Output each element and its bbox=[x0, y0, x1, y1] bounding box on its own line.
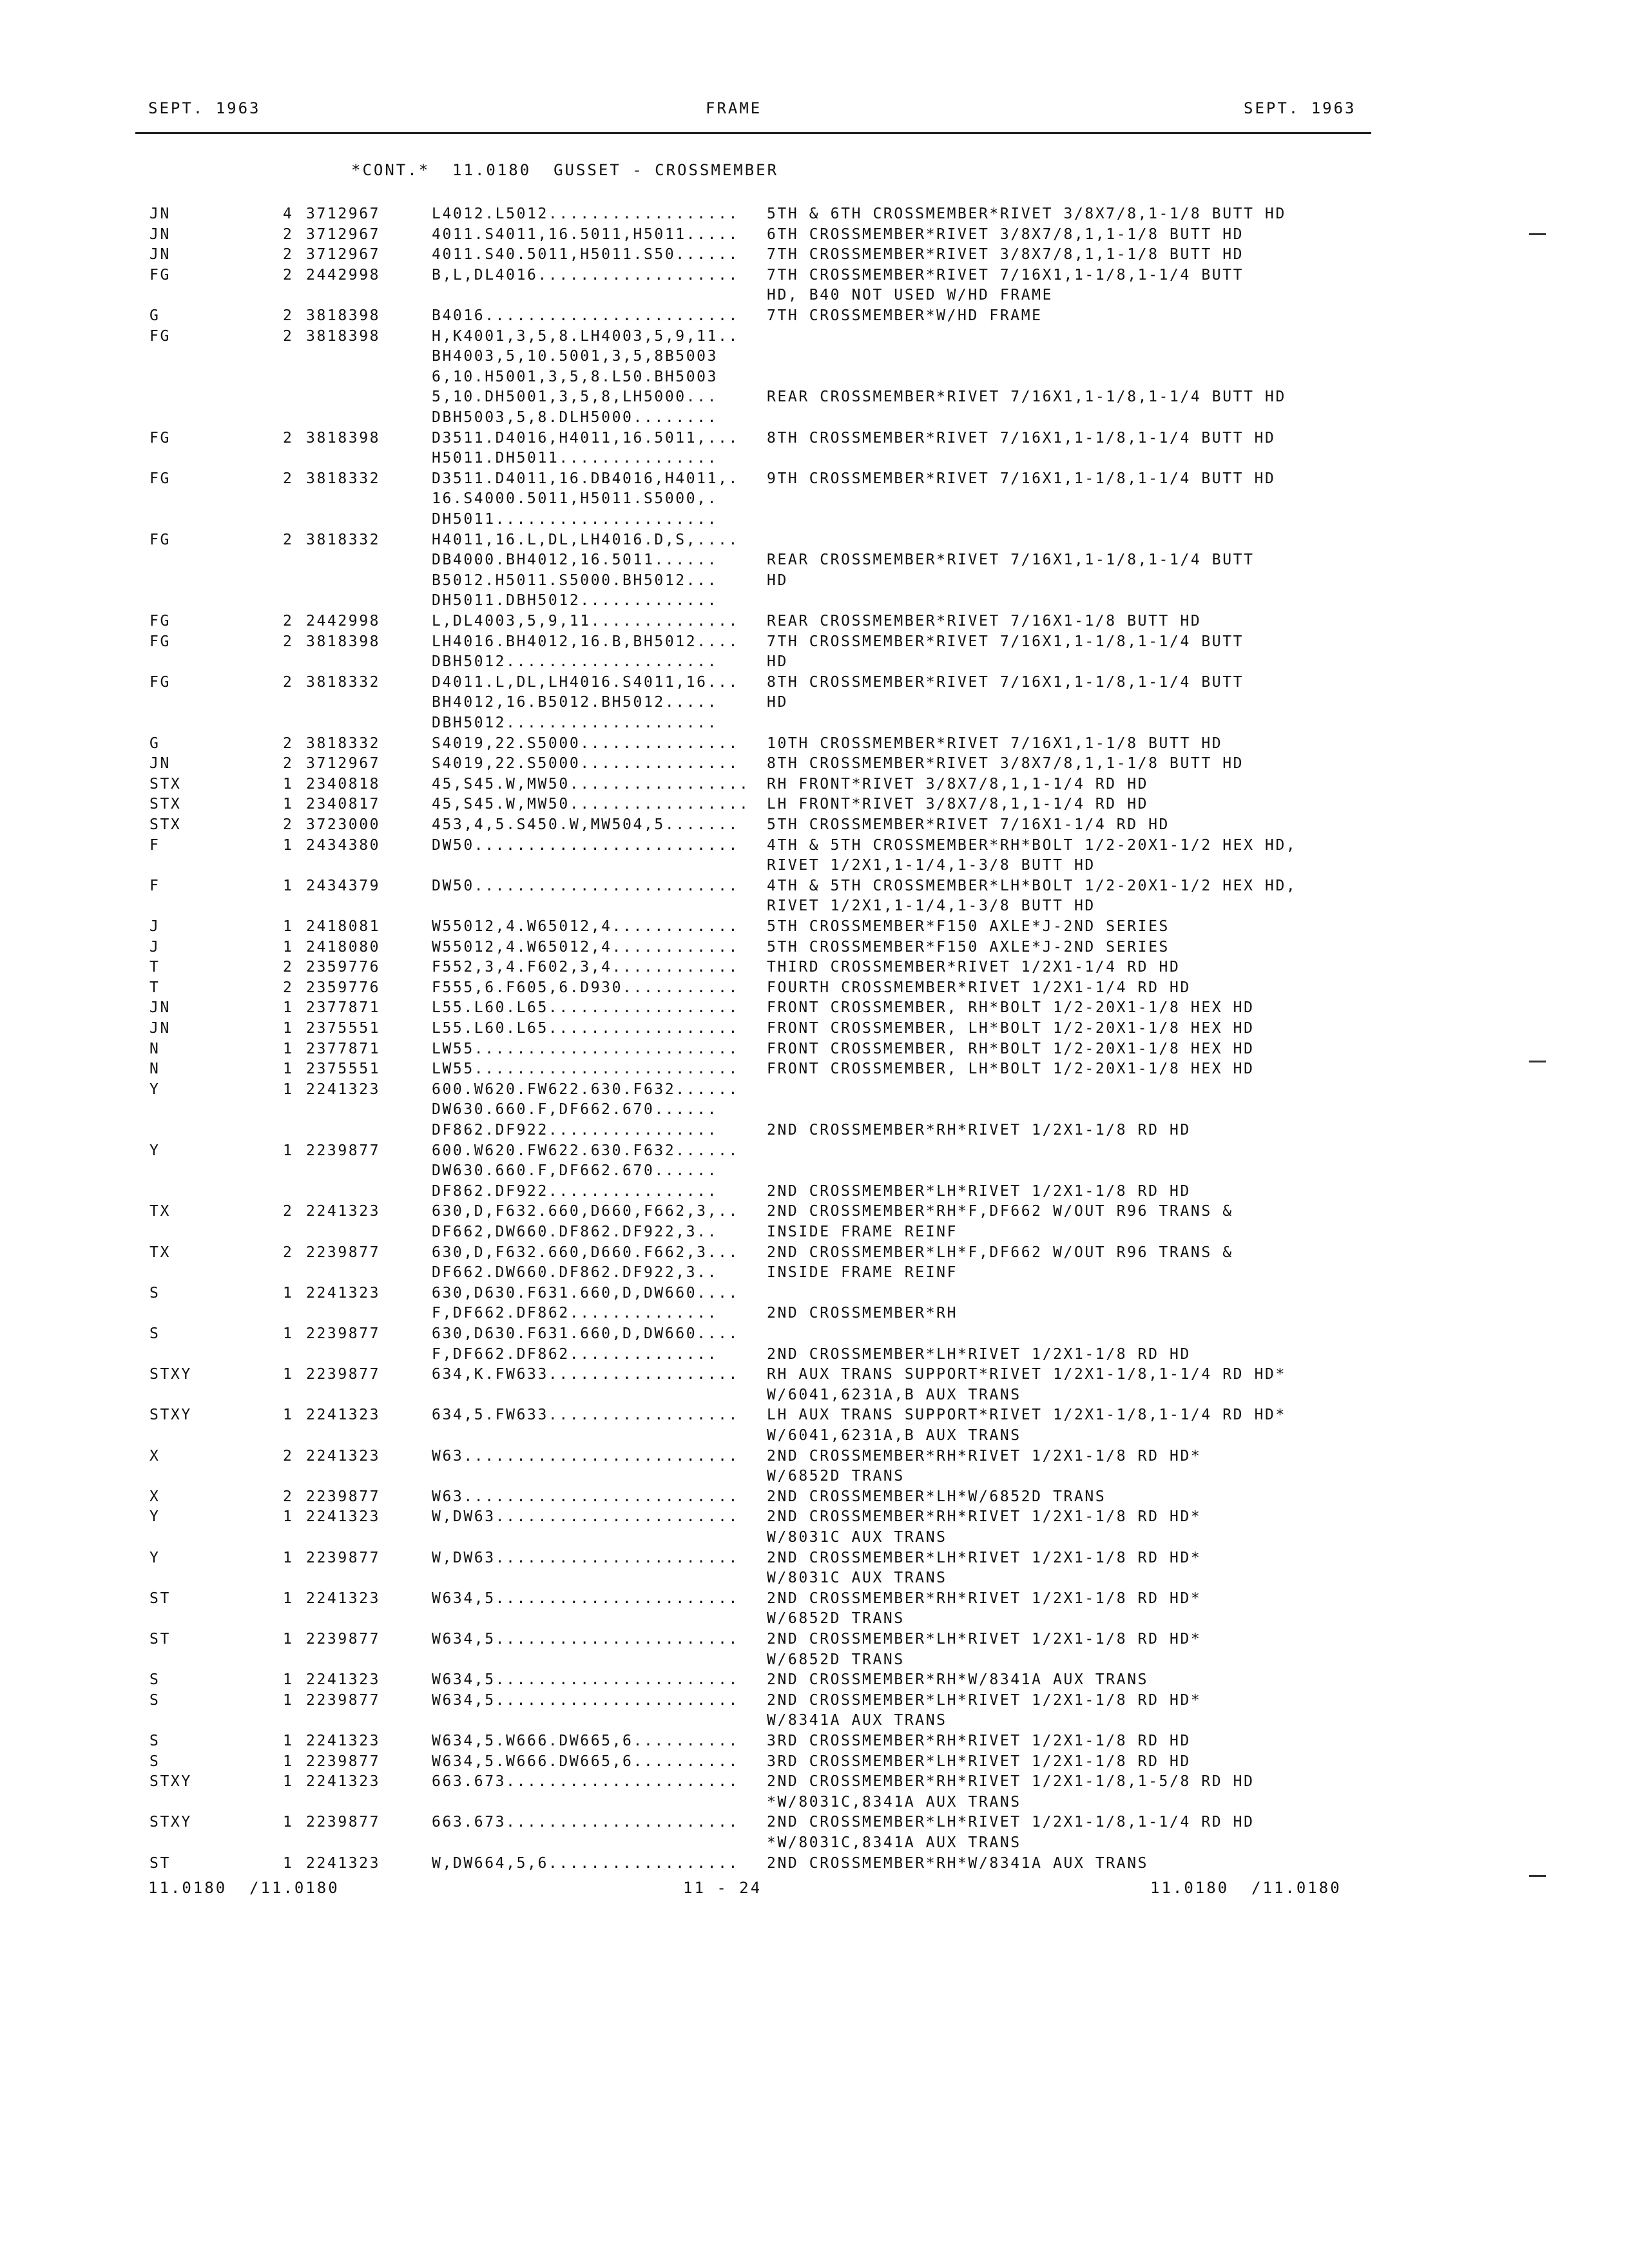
row-app: DH5011.DBH5012............. bbox=[432, 592, 718, 610]
row-desc: INSIDE FRAME REINF bbox=[767, 1264, 958, 1282]
row-desc: REAR CROSSMEMBER*RIVET 7/16X1,1-1/8,1-1/4 BUTT bbox=[767, 552, 1255, 569]
row-app: 663.673...................... bbox=[432, 1814, 739, 1831]
row-part: 2434379 bbox=[306, 877, 381, 894]
row-desc: W/8031C AUX TRANS bbox=[767, 1529, 947, 1546]
row-desc: INSIDE FRAME REINF bbox=[767, 1224, 958, 1240]
section-title: *CONT.* 11.0180 GUSSET - CROSSMEMBER bbox=[351, 161, 779, 179]
row-desc: 5TH CROSSMEMBER*RIVET 7/16X1-1/4 RD HD bbox=[767, 816, 1170, 833]
row-desc: 2ND CROSSMEMBER*RH*RIVET 1/2X1-1/8 RD HD* bbox=[767, 1447, 1202, 1465]
row-desc: 2ND CROSSMEMBER*RH*F,DF662 W/OUT R96 TRANS & bbox=[767, 1203, 1233, 1220]
row-code: S bbox=[149, 1733, 160, 1749]
row-app: L55.L60.L65.................. bbox=[432, 999, 739, 1017]
row-code: STXY bbox=[149, 1814, 192, 1831]
row-app: 630,D,F632.660,D660,F662,3,.. bbox=[432, 1203, 739, 1220]
row-app: 6,10.H5001,3,5,8.L50.BH5003 bbox=[432, 368, 718, 385]
header-date-left: SEPT. 1963 bbox=[148, 99, 261, 117]
row-code: ST bbox=[149, 1631, 171, 1648]
row-desc: 2ND CROSSMEMBER*RH bbox=[767, 1305, 958, 1322]
row-app: B5012.H5011.S5000.BH5012... bbox=[432, 572, 718, 589]
row-app: 4011.S4011,16.5011,H5011..... bbox=[432, 226, 739, 243]
row-part: 2239877 bbox=[306, 1325, 381, 1342]
row-app: 16.S4000.5011,H5011.S5000,. bbox=[432, 490, 718, 508]
row-code: J bbox=[149, 938, 160, 956]
footer-ref-right: 11.0180 /11.0180 bbox=[1150, 1879, 1342, 1897]
row-app: W,DW664,5,6.................. bbox=[432, 1854, 739, 1872]
row-part: 3712967 bbox=[306, 246, 381, 264]
row-part: 2241323 bbox=[306, 1671, 381, 1689]
row-qty: 2 bbox=[283, 1488, 294, 1505]
row-qty: 1 bbox=[283, 1508, 294, 1526]
row-qty: 2 bbox=[283, 531, 294, 548]
row-part: 2241323 bbox=[306, 1447, 381, 1465]
row-desc: 5TH CROSSMEMBER*F150 AXLE*J-2ND SERIES bbox=[767, 938, 1170, 956]
row-app: DBH5012.................... bbox=[432, 715, 718, 731]
row-part: 2239877 bbox=[306, 1488, 381, 1505]
row-desc: 2ND CROSSMEMBER*LH*RIVET 1/2X1-1/8 RD HD bbox=[767, 1182, 1191, 1200]
row-app: DW630.660.F,DF662.670...... bbox=[432, 1162, 718, 1180]
row-app: L4012.L5012.................. bbox=[432, 206, 739, 222]
row-code: F bbox=[149, 877, 160, 894]
row-app: 45,S45.W,MW50................. bbox=[432, 775, 750, 793]
row-part: 3818398 bbox=[306, 327, 381, 345]
row-app: W634,5.W666.DW665,6.......... bbox=[432, 1753, 739, 1770]
row-code: TX bbox=[149, 1244, 171, 1261]
row-app: 5,10.DH5001,3,5,8,LH5000... bbox=[432, 389, 718, 406]
row-code: F bbox=[149, 836, 160, 854]
row-app: DW50......................... bbox=[432, 877, 739, 894]
row-code: T bbox=[149, 979, 160, 996]
row-part: 3818398 bbox=[306, 633, 381, 650]
row-app: 600.W620.FW622.630.F632...... bbox=[432, 1142, 739, 1159]
row-app: F552,3,4.F602,3,4............ bbox=[432, 959, 739, 976]
row-part: 2359776 bbox=[306, 959, 381, 976]
row-app: DBH5012.................... bbox=[432, 653, 718, 671]
row-desc: HD bbox=[767, 572, 788, 589]
row-app: DBH5003,5,8.DLH5000........ bbox=[432, 409, 718, 426]
row-app: 634,5.FW633.................. bbox=[432, 1407, 739, 1424]
row-app: W,DW63....................... bbox=[432, 1549, 739, 1566]
row-code: FG bbox=[149, 470, 171, 487]
row-qty: 2 bbox=[283, 246, 294, 264]
row-code: Y bbox=[149, 1142, 160, 1159]
row-qty: 1 bbox=[283, 1753, 294, 1770]
row-desc: 6TH CROSSMEMBER*RIVET 3/8X7/8,1,1-1/8 BUTT HD bbox=[767, 226, 1244, 243]
row-code: Y bbox=[149, 1549, 160, 1566]
row-app: DW630.660.F,DF662.670...... bbox=[432, 1101, 718, 1119]
row-code: Y bbox=[149, 1508, 160, 1526]
row-app: D4011.L,DL,LH4016.S4011,16... bbox=[432, 673, 739, 691]
row-app: DF662.DW660.DF862.DF922,3.. bbox=[432, 1264, 718, 1282]
row-desc: W/8031C AUX TRANS bbox=[767, 1570, 947, 1587]
row-desc: 2ND CROSSMEMBER*LH*W/6852D TRANS bbox=[767, 1488, 1106, 1505]
row-desc: W/6852D TRANS bbox=[767, 1610, 905, 1628]
row-part: 2340818 bbox=[306, 775, 381, 793]
row-code: STX bbox=[149, 796, 182, 813]
row-app: W634,5....................... bbox=[432, 1671, 739, 1689]
margin-mark bbox=[1529, 233, 1546, 235]
row-app: W634,5....................... bbox=[432, 1691, 739, 1709]
row-qty: 1 bbox=[283, 1854, 294, 1872]
row-qty: 2 bbox=[283, 327, 294, 345]
row-qty: 1 bbox=[283, 1691, 294, 1709]
row-part: 3712967 bbox=[306, 206, 381, 222]
row-code: T bbox=[149, 959, 160, 976]
row-part: 2241323 bbox=[306, 1854, 381, 1872]
row-desc: 10TH CROSSMEMBER*RIVET 7/16X1,1-1/8 BUTT HD bbox=[767, 735, 1223, 752]
row-code: FG bbox=[149, 266, 171, 284]
row-desc: 5TH CROSSMEMBER*F150 AXLE*J-2ND SERIES bbox=[767, 918, 1170, 935]
row-desc: 7TH CROSSMEMBER*W/HD FRAME bbox=[767, 307, 1043, 324]
row-qty: 2 bbox=[283, 429, 294, 447]
row-app: BH4003,5,10.5001,3,5,8B5003 bbox=[432, 348, 718, 365]
row-desc: 2ND CROSSMEMBER*LH*RIVET 1/2X1-1/8 RD HD* bbox=[767, 1691, 1202, 1709]
row-code: STXY bbox=[149, 1366, 192, 1383]
row-qty: 2 bbox=[283, 1447, 294, 1465]
row-app: W63.......................... bbox=[432, 1447, 739, 1465]
row-desc: 2ND CROSSMEMBER*RH*W/8341A AUX TRANS bbox=[767, 1671, 1149, 1689]
row-code: JN bbox=[149, 1020, 171, 1037]
row-code: S bbox=[149, 1691, 160, 1709]
row-desc: 2ND CROSSMEMBER*LH*RIVET 1/2X1-1/8 RD HD* bbox=[767, 1631, 1202, 1648]
row-part: 2241323 bbox=[306, 1081, 381, 1098]
row-part: 2239877 bbox=[306, 1814, 381, 1831]
row-desc: LH FRONT*RIVET 3/8X7/8,1,1-1/4 RD HD bbox=[767, 796, 1149, 813]
row-qty: 2 bbox=[283, 755, 294, 773]
row-code: STX bbox=[149, 775, 182, 793]
row-part: 2241323 bbox=[306, 1508, 381, 1526]
row-part: 2239877 bbox=[306, 1366, 381, 1383]
row-code: FG bbox=[149, 531, 171, 548]
row-desc: 9TH CROSSMEMBER*RIVET 7/16X1,1-1/8,1-1/4 BUTT HD bbox=[767, 470, 1276, 487]
header-title: FRAME bbox=[706, 99, 762, 117]
row-code: X bbox=[149, 1488, 160, 1505]
row-desc: W/6852D TRANS bbox=[767, 1651, 905, 1668]
row-app: W634,5.W666.DW665,6.......... bbox=[432, 1733, 739, 1749]
row-code: STX bbox=[149, 816, 182, 833]
row-code: FG bbox=[149, 327, 171, 345]
row-part: 2418081 bbox=[306, 918, 381, 935]
row-app: 45,S45.W,MW50................. bbox=[432, 796, 750, 813]
row-app: LW55......................... bbox=[432, 1061, 739, 1078]
row-qty: 1 bbox=[283, 1366, 294, 1383]
row-code: STXY bbox=[149, 1773, 192, 1791]
row-app: W55012,4.W65012,4............ bbox=[432, 938, 739, 956]
row-qty: 1 bbox=[283, 1631, 294, 1648]
row-qty: 1 bbox=[283, 1549, 294, 1566]
row-desc: FOURTH CROSSMEMBER*RIVET 1/2X1-1/4 RD HD bbox=[767, 979, 1191, 996]
row-part: 2418080 bbox=[306, 938, 381, 956]
row-code: Y bbox=[149, 1081, 160, 1098]
row-part: 2239877 bbox=[306, 1691, 381, 1709]
row-app: H5011.DH5011............... bbox=[432, 450, 718, 467]
row-code: FG bbox=[149, 429, 171, 447]
row-desc: 2ND CROSSMEMBER*RH*RIVET 1/2X1-1/8 RD HD* bbox=[767, 1590, 1202, 1607]
row-desc: 8TH CROSSMEMBER*RIVET 7/16X1,1-1/8,1-1/4 BUTT HD bbox=[767, 429, 1276, 447]
row-qty: 2 bbox=[283, 307, 294, 324]
row-part: 3818332 bbox=[306, 735, 381, 752]
row-app: DF862.DF922................ bbox=[432, 1122, 718, 1139]
header-rule bbox=[135, 132, 1371, 134]
row-qty: 2 bbox=[283, 633, 294, 650]
row-code: J bbox=[149, 918, 160, 935]
row-qty: 4 bbox=[283, 206, 294, 222]
row-app: DB4000.BH4012,16.5011...... bbox=[432, 552, 718, 569]
row-app: W634,5....................... bbox=[432, 1590, 739, 1607]
row-desc: 2ND CROSSMEMBER*LH*RIVET 1/2X1-1/8 RD HD bbox=[767, 1345, 1191, 1363]
row-desc: 2ND CROSSMEMBER*RH*RIVET 1/2X1-1/8 RD HD bbox=[767, 1122, 1191, 1139]
row-qty: 1 bbox=[283, 796, 294, 813]
row-app: DH5011..................... bbox=[432, 511, 718, 528]
row-app: F555,6.F605,6.D930........... bbox=[432, 979, 739, 996]
row-desc: 2ND CROSSMEMBER*RH*RIVET 1/2X1-1/8,1-5/8 RD HD bbox=[767, 1773, 1255, 1791]
row-app: DW50......................... bbox=[432, 836, 739, 854]
row-desc: W/6041,6231A,B AUX TRANS bbox=[767, 1427, 1021, 1444]
row-part: 2241323 bbox=[306, 1407, 381, 1424]
row-app: F,DF662.DF862.............. bbox=[432, 1305, 718, 1322]
row-part: 3818332 bbox=[306, 531, 381, 548]
row-app: 630,D630.F631.660,D,DW660.... bbox=[432, 1284, 739, 1302]
row-app: 453,4,5.S450.W,MW504,5....... bbox=[432, 816, 739, 833]
row-desc: 7TH CROSSMEMBER*RIVET 3/8X7/8,1,1-1/8 BUTT HD bbox=[767, 246, 1244, 264]
row-desc: 7TH CROSSMEMBER*RIVET 7/16X1,1-1/8,1-1/4 BUTT bbox=[767, 633, 1244, 650]
row-app: 630,D,F632.660,D660.F662,3... bbox=[432, 1244, 739, 1261]
row-app: L,DL4003,5,9,11.............. bbox=[432, 613, 739, 629]
row-part: 3712967 bbox=[306, 226, 381, 243]
row-desc: RIVET 1/2X1,1-1/4,1-3/8 BUTT HD bbox=[767, 898, 1095, 915]
row-qty: 1 bbox=[283, 1020, 294, 1037]
row-part: 2434380 bbox=[306, 836, 381, 854]
row-desc: HD, B40 NOT USED W/HD FRAME bbox=[767, 287, 1054, 304]
row-code: ST bbox=[149, 1590, 171, 1607]
row-app: D3511.D4011,16.DB4016,H4011,. bbox=[432, 470, 739, 487]
row-app: H,K4001,3,5,8.LH4003,5,9,11.. bbox=[432, 327, 739, 345]
row-part: 2241323 bbox=[306, 1284, 381, 1302]
row-qty: 1 bbox=[283, 1061, 294, 1078]
row-part: 3818332 bbox=[306, 673, 381, 691]
row-app: B,L,DL4016................... bbox=[432, 266, 739, 284]
row-part: 2239877 bbox=[306, 1753, 381, 1770]
row-part: 2340817 bbox=[306, 796, 381, 813]
row-desc: HD bbox=[767, 694, 788, 711]
row-code: JN bbox=[149, 755, 171, 773]
row-part: 2239877 bbox=[306, 1549, 381, 1566]
row-desc: 3RD CROSSMEMBER*LH*RIVET 1/2X1-1/8 RD HD bbox=[767, 1753, 1191, 1770]
row-part: 3818398 bbox=[306, 307, 381, 324]
row-code: G bbox=[149, 307, 160, 324]
footer-page-number: 11 - 24 bbox=[683, 1879, 762, 1897]
row-app: W55012,4.W65012,4............ bbox=[432, 918, 739, 935]
row-code: JN bbox=[149, 999, 171, 1017]
row-app: H4011,16.L,DL,LH4016.D,S,.... bbox=[432, 531, 739, 548]
row-qty: 2 bbox=[283, 1203, 294, 1220]
row-qty: 1 bbox=[283, 1040, 294, 1057]
row-desc: FRONT CROSSMEMBER, LH*BOLT 1/2-20X1-1/8 HEX HD bbox=[767, 1020, 1255, 1037]
row-qty: 1 bbox=[283, 1081, 294, 1098]
row-app: F,DF662.DF862.............. bbox=[432, 1345, 718, 1363]
header-date-right: SEPT. 1963 bbox=[1244, 99, 1356, 117]
row-desc: FRONT CROSSMEMBER, LH*BOLT 1/2-20X1-1/8 HEX HD bbox=[767, 1061, 1255, 1078]
row-desc: 4TH & 5TH CROSSMEMBER*RH*BOLT 1/2-20X1-1/2 HEX HD, bbox=[767, 836, 1297, 854]
row-app: DF862.DF922................ bbox=[432, 1182, 718, 1200]
row-code: JN bbox=[149, 206, 171, 222]
row-app: B4016........................ bbox=[432, 307, 739, 324]
row-qty: 1 bbox=[283, 836, 294, 854]
row-part: 2239877 bbox=[306, 1631, 381, 1648]
row-app: 4011.S40.5011,H5011.S50...... bbox=[432, 246, 739, 264]
row-app: BH4012,16.B5012.BH5012..... bbox=[432, 694, 718, 711]
row-part: 2377871 bbox=[306, 999, 381, 1017]
row-part: 2442998 bbox=[306, 613, 381, 629]
row-part: 2241323 bbox=[306, 1733, 381, 1749]
row-desc: 8TH CROSSMEMBER*RIVET 3/8X7/8,1,1-1/8 BUTT HD bbox=[767, 755, 1244, 773]
row-desc: RH AUX TRANS SUPPORT*RIVET 1/2X1-1/8,1-1/4 RD HD* bbox=[767, 1366, 1286, 1383]
row-app: 600.W620.FW622.630.F632...... bbox=[432, 1081, 739, 1098]
row-qty: 2 bbox=[283, 979, 294, 996]
row-desc: W/6852D TRANS bbox=[767, 1468, 905, 1485]
row-qty: 2 bbox=[283, 959, 294, 976]
row-app: 634,K.FW633.................. bbox=[432, 1366, 739, 1383]
row-code: S bbox=[149, 1325, 160, 1342]
row-app: LH4016.BH4012,16.B,BH5012.... bbox=[432, 633, 739, 650]
row-desc: RH FRONT*RIVET 3/8X7/8,1,1-1/4 RD HD bbox=[767, 775, 1149, 793]
row-qty: 1 bbox=[283, 1773, 294, 1791]
row-part: 2375551 bbox=[306, 1020, 381, 1037]
row-code: FG bbox=[149, 633, 171, 650]
row-desc: *W/8031C,8341A AUX TRANS bbox=[767, 1793, 1021, 1811]
row-part: 2239877 bbox=[306, 1142, 381, 1159]
row-desc: THIRD CROSSMEMBER*RIVET 1/2X1-1/4 RD HD bbox=[767, 959, 1181, 976]
row-desc: FRONT CROSSMEMBER, RH*BOLT 1/2-20X1-1/8 HEX HD bbox=[767, 1040, 1255, 1057]
row-qty: 1 bbox=[283, 1590, 294, 1607]
row-desc: RIVET 1/2X1,1-1/4,1-3/8 BUTT HD bbox=[767, 857, 1095, 874]
row-app: W63.......................... bbox=[432, 1488, 739, 1505]
row-desc: HD bbox=[767, 653, 788, 671]
row-desc: REAR CROSSMEMBER*RIVET 7/16X1-1/8 BUTT HD bbox=[767, 613, 1202, 629]
row-part: 2241323 bbox=[306, 1590, 381, 1607]
row-qty: 2 bbox=[283, 470, 294, 487]
row-desc: *W/8031C,8341A AUX TRANS bbox=[767, 1834, 1021, 1851]
row-part: 2241323 bbox=[306, 1773, 381, 1791]
row-desc: W/8341A AUX TRANS bbox=[767, 1712, 947, 1729]
row-qty: 1 bbox=[283, 1284, 294, 1302]
row-code: FG bbox=[149, 613, 171, 629]
row-code: X bbox=[149, 1447, 160, 1465]
row-qty: 2 bbox=[283, 816, 294, 833]
row-app: S4019,22.S5000............... bbox=[432, 755, 739, 773]
row-code: S bbox=[149, 1284, 160, 1302]
footer-ref-left: 11.0180 /11.0180 bbox=[148, 1879, 340, 1897]
row-desc: 8TH CROSSMEMBER*RIVET 7/16X1,1-1/8,1-1/4 BUTT bbox=[767, 673, 1244, 691]
row-app: LW55......................... bbox=[432, 1040, 739, 1057]
row-desc: 3RD CROSSMEMBER*RH*RIVET 1/2X1-1/8 RD HD bbox=[767, 1733, 1191, 1749]
row-part: 2377871 bbox=[306, 1040, 381, 1057]
row-app: 663.673...................... bbox=[432, 1773, 739, 1791]
row-desc: 2ND CROSSMEMBER*RH*RIVET 1/2X1-1/8 RD HD* bbox=[767, 1508, 1202, 1526]
row-qty: 2 bbox=[283, 673, 294, 691]
row-desc: 7TH CROSSMEMBER*RIVET 7/16X1,1-1/8,1-1/4 BUTT bbox=[767, 266, 1244, 284]
row-qty: 1 bbox=[283, 999, 294, 1017]
row-part: 3818398 bbox=[306, 429, 381, 447]
row-code: TX bbox=[149, 1203, 171, 1220]
margin-mark bbox=[1529, 1875, 1546, 1877]
row-desc: 5TH & 6TH CROSSMEMBER*RIVET 3/8X7/8,1-1/8 BUTT HD bbox=[767, 206, 1286, 222]
row-desc: W/6041,6231A,B AUX TRANS bbox=[767, 1386, 1021, 1403]
row-qty: 1 bbox=[283, 918, 294, 935]
row-code: ST bbox=[149, 1854, 171, 1872]
row-part: 3818332 bbox=[306, 470, 381, 487]
row-desc: FRONT CROSSMEMBER, RH*BOLT 1/2-20X1-1/8 HEX HD bbox=[767, 999, 1255, 1017]
row-qty: 2 bbox=[283, 226, 294, 243]
row-part: 3723000 bbox=[306, 816, 381, 833]
row-desc: 2ND CROSSMEMBER*LH*RIVET 1/2X1-1/8 RD HD* bbox=[767, 1549, 1202, 1566]
row-desc: 2ND CROSSMEMBER*LH*F,DF662 W/OUT R96 TRANS & bbox=[767, 1244, 1233, 1261]
row-code: G bbox=[149, 735, 160, 752]
row-code: STXY bbox=[149, 1407, 192, 1424]
row-part: 2359776 bbox=[306, 979, 381, 996]
row-code: S bbox=[149, 1753, 160, 1770]
row-part: 2375551 bbox=[306, 1061, 381, 1078]
row-qty: 1 bbox=[283, 1325, 294, 1342]
row-qty: 2 bbox=[283, 266, 294, 284]
row-code: FG bbox=[149, 673, 171, 691]
row-qty: 1 bbox=[283, 1733, 294, 1749]
row-app: DF662,DW660.DF862.DF922,3.. bbox=[432, 1224, 718, 1240]
row-qty: 1 bbox=[283, 1671, 294, 1689]
row-code: JN bbox=[149, 246, 171, 264]
row-app: 630,D630.F631.660,D,DW660.... bbox=[432, 1325, 739, 1342]
row-qty: 2 bbox=[283, 735, 294, 752]
row-app: D3511.D4016,H4011,16.5011,... bbox=[432, 429, 739, 447]
row-part: 2241323 bbox=[306, 1203, 381, 1220]
row-app: S4019,22.S5000............... bbox=[432, 735, 739, 752]
row-desc: 2ND CROSSMEMBER*RH*W/8341A AUX TRANS bbox=[767, 1854, 1149, 1872]
row-qty: 1 bbox=[283, 877, 294, 894]
row-app: W,DW63....................... bbox=[432, 1508, 739, 1526]
margin-mark bbox=[1529, 1061, 1546, 1062]
row-qty: 1 bbox=[283, 1814, 294, 1831]
row-qty: 1 bbox=[283, 1407, 294, 1424]
row-qty: 1 bbox=[283, 938, 294, 956]
row-code: N bbox=[149, 1040, 160, 1057]
row-part: 3712967 bbox=[306, 755, 381, 773]
row-qty: 1 bbox=[283, 1142, 294, 1159]
row-desc: 2ND CROSSMEMBER*LH*RIVET 1/2X1-1/8,1-1/4 RD HD bbox=[767, 1814, 1255, 1831]
row-part: 2239877 bbox=[306, 1244, 381, 1261]
row-desc: REAR CROSSMEMBER*RIVET 7/16X1,1-1/8,1-1/4 BUTT HD bbox=[767, 389, 1286, 406]
row-qty: 2 bbox=[283, 613, 294, 629]
row-desc: LH AUX TRANS SUPPORT*RIVET 1/2X1-1/8,1-1/4 RD HD* bbox=[767, 1407, 1286, 1424]
row-code: S bbox=[149, 1671, 160, 1689]
row-qty: 1 bbox=[283, 775, 294, 793]
row-app: L55.L60.L65.................. bbox=[432, 1020, 739, 1037]
row-desc: 4TH & 5TH CROSSMEMBER*LH*BOLT 1/2-20X1-1/2 HEX HD, bbox=[767, 877, 1297, 894]
row-code: JN bbox=[149, 226, 171, 243]
row-code: N bbox=[149, 1061, 160, 1078]
row-qty: 2 bbox=[283, 1244, 294, 1261]
row-part: 2442998 bbox=[306, 266, 381, 284]
row-app: W634,5....................... bbox=[432, 1631, 739, 1648]
